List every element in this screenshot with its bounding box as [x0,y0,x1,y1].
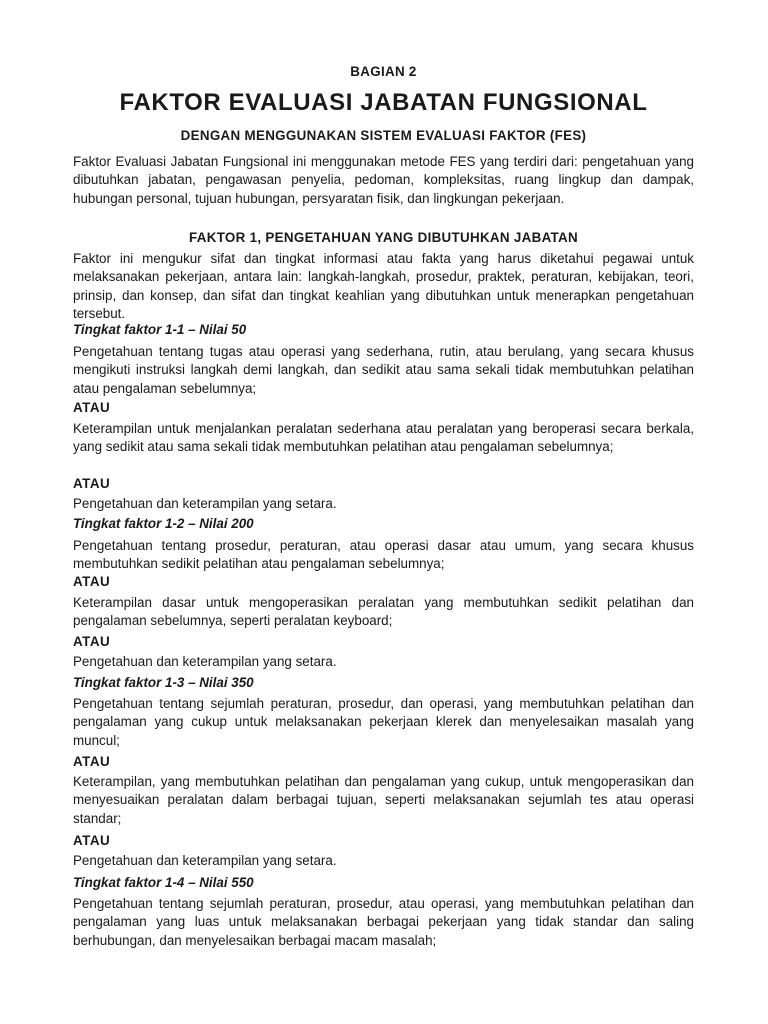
level-heading: Tingkat faktor 1-2 – Nilai 200 [73,516,254,531]
document-subtitle: DENGAN MENGGUNAKAN SISTEM EVALUASI FAKTOR (FES) [180,128,587,143]
atau-label: ATAU [73,476,111,491]
level-paragraph: Pengetahuan tentang sejumlah peraturan, prosedur, atau operasi, yang membutuhkan pelatihan dan pengalaman yang luas untuk melaksanakan berbagai pekerjaan yang tidak standar dan saling berhubungan, dan menyelesaikan berbagai macam masalah; [73,896,694,948]
factor1-heading: FAKTOR 1, PENGETAHUAN YANG DIBUTUHKAN JABATAN [189,230,578,245]
intro-paragraph: Faktor Evaluasi Jabatan Fungsional ini menggunakan metode FES yang terdiri dari: pengetahuan yang dibutuhkan jabatan, pengawasan penyelia, pedoman, kompleksitas, ruang lingkup dan dampak, hubungan personal, tujuan hubungan, persyaratan fisik, dan lingkungan pekerjaan. [73,154,694,206]
level-paragraph: Pengetahuan dan keterampilan yang setara. [73,654,337,669]
atau-label: ATAU [73,833,111,848]
atau-label: ATAU [73,634,111,649]
level-heading: Tingkat faktor 1-1 – Nilai 50 [73,322,247,337]
level-paragraph: Pengetahuan tentang sejumlah peraturan, prosedur, dan operasi, yang membutuhkan pelatihan dan pengalaman yang cukup untuk melaksanakan pekerjaan klerek dan menyelesaikan masalah yang muncul; [73,696,694,748]
atau-label: ATAU [73,754,111,769]
level-paragraph: Keterampilan, yang membutuhkan pelatihan dan pengalaman yang cukup, untuk mengoperasikan dan menyesuaikan peralatan dalam berbagai tujuan, seperti melaksanakan sejumlah tes atau operasi standar; [73,774,694,826]
level-paragraph: Pengetahuan dan keterampilan yang setara. [73,853,337,868]
factor1-description: Faktor ini mengukur sifat dan tingkat informasi atau fakta yang harus diketahui pegawai untuk melaksanakan pekerjaan, antara lain: langkah-langkah, prosedur, praktek, peraturan, kebijakan, teori, prinsip, dan konsep, dan sifat dan tingkat keahlian yang dibutuhkan untuk menerapkan pengetahuan tersebut. [73,251,694,322]
level-heading: Tingkat faktor 1-4 – Nilai 550 [73,875,254,890]
document-title: FAKTOR EVALUASI JABATAN FUNGSIONAL [119,89,648,116]
level-paragraph: Pengetahuan tentang tugas atau operasi yang sederhana, rutin, atau berulang, yang secara khusus mengikuti instruksi langkah demi langkah, dan sedikit atau sama sekali tidak membutuhkan pelatihan atau pengalaman sebelumnya; [73,344,694,396]
level-paragraph: Pengetahuan dan keterampilan yang setara. [73,496,337,511]
level-heading: Tingkat faktor 1-3 – Nilai 350 [73,675,254,690]
part-label: BAGIAN 2 [350,64,417,79]
level-paragraph: Keterampilan untuk menjalankan peralatan sederhana atau peralatan yang beroperasi secara berkala, yang sedikit atau sama sekali tidak membutuhkan pelatihan atau pengalaman sebelumnya; [73,421,694,455]
atau-label: ATAU [73,400,111,415]
atau-label: ATAU [73,574,111,589]
level-paragraph: Pengetahuan tentang prosedur, peraturan, atau operasi dasar atau umum, yang secara khusus membutuhkan sedikit pelatihan atau pengalaman sebelumnya; [73,538,694,572]
level-paragraph: Keterampilan dasar untuk mengoperasikan peralatan yang membutuhkan sedikit pelatihan dan pengalaman sebelumnya, seperti peralatan keyboard; [73,595,694,629]
